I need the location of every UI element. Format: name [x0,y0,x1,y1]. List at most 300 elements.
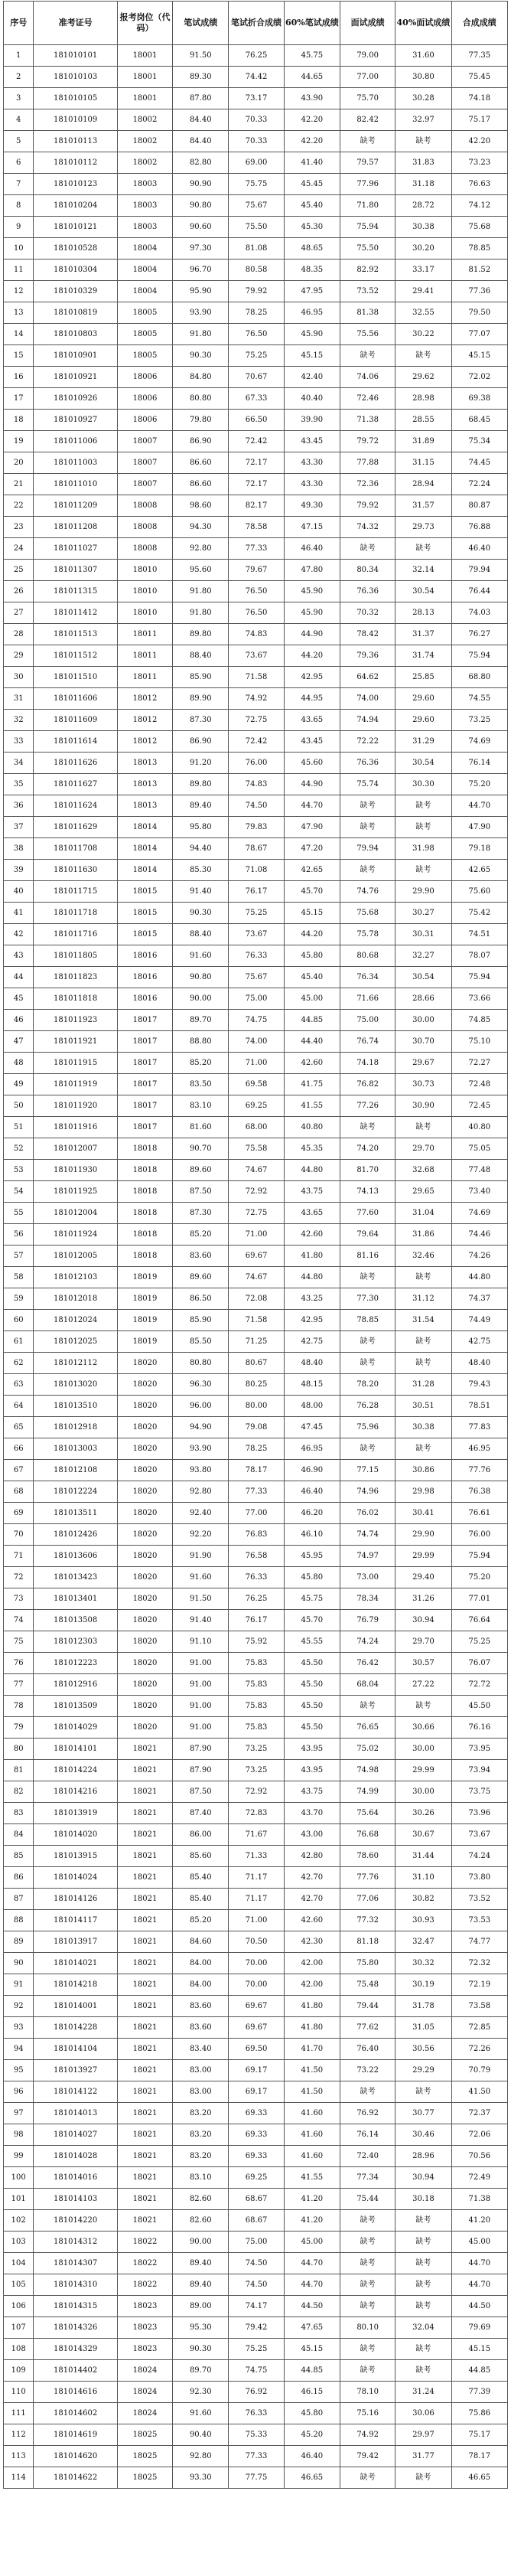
exam-ticket-number-cell: 181014027 [34,2124,117,2146]
table-row [4,1824,508,1846]
written-60-percent-cell: 44.50 [284,2296,340,2317]
written-converted-score-cell: 79.67 [229,560,284,581]
position-code-cell: 18007 [117,474,172,495]
total-score-cell: 68.80 [451,667,507,688]
interview-40-percent-cell: 31.78 [395,1996,451,2017]
interview-40-percent-cell: 30.22 [395,324,451,345]
interview-40-percent-cell: 31.24 [395,2382,451,2403]
written-converted-score-cell: 75.25 [229,345,284,367]
written-converted-score-cell: 70.50 [229,1931,284,1953]
interview-40-percent-cell: 30.20 [395,238,451,260]
serial-number-cell: 84 [4,1824,34,1846]
position-code-cell: 18021 [117,1974,172,1996]
position-code-cell: 18022 [117,2232,172,2253]
exam-ticket-number-cell: 181014104 [34,2039,117,2060]
header-total-score: 合成成绩 [451,2,507,45]
written-60-percent-cell: 43.30 [284,452,340,474]
exam-ticket-number-cell: 181010528 [34,238,117,260]
written-converted-score-cell: 70.00 [229,1953,284,1974]
table-row [4,1910,508,1931]
exam-ticket-number-cell: 181011510 [34,667,117,688]
serial-number-cell: 97 [4,2103,34,2124]
written-converted-score-cell: 72.83 [229,1803,284,1824]
serial-number-cell: 33 [4,731,34,753]
table-row [4,1546,508,1567]
serial-number-cell: 58 [4,1267,34,1288]
written-converted-score-cell: 76.33 [229,2403,284,2424]
exam-ticket-number-cell: 181012024 [34,1310,117,1331]
table-row [4,281,508,302]
table-row [4,2339,508,2360]
exam-ticket-number-cell: 181012004 [34,1203,117,1224]
interview-40-percent-cell: 30.38 [395,1417,451,1438]
interview-40-percent-cell: 29.90 [395,881,451,903]
written-score-cell: 93.90 [173,302,229,324]
serial-number-cell: 15 [4,345,34,367]
written-converted-score-cell: 70.67 [229,367,284,388]
interview-score-cell: 缺考 [340,1353,395,1374]
header-interview-40-percent: 40%面试成绩 [395,2,451,45]
table-row [4,903,508,924]
exam-ticket-number-cell: 181011627 [34,774,117,795]
exam-ticket-number-cell: 181014001 [34,1996,117,2017]
interview-40-percent-cell: 30.94 [395,2167,451,2189]
interview-score-cell: 72.22 [340,731,395,753]
written-score-cell: 90.80 [173,967,229,988]
total-score-cell: 70.79 [451,2060,507,2081]
interview-score-cell: 79.44 [340,1996,395,2017]
total-score-cell: 74.03 [451,602,507,624]
interview-40-percent-cell: 29.70 [395,1631,451,1653]
interview-40-percent-cell: 30.38 [395,217,451,238]
written-score-cell: 92.80 [173,2446,229,2467]
position-code-cell: 18024 [117,2360,172,2382]
serial-number-cell: 30 [4,667,34,688]
exam-ticket-number-cell: 181012112 [34,1353,117,1374]
position-code-cell: 18021 [117,1846,172,1867]
written-60-percent-cell: 43.75 [284,1781,340,1803]
interview-score-cell: 78.60 [340,1846,395,1867]
total-score-cell: 76.44 [451,581,507,602]
interview-40-percent-cell: 缺考 [395,345,451,367]
position-code-cell: 18008 [117,495,172,517]
table-row [4,88,508,109]
written-60-percent-cell: 43.25 [284,1288,340,1310]
interview-40-percent-cell: 29.65 [395,1181,451,1203]
total-score-cell: 73.58 [451,1996,507,2017]
written-score-cell: 90.90 [173,174,229,195]
table-row [4,602,508,624]
interview-score-cell: 76.36 [340,581,395,602]
total-score-cell: 45.50 [451,1696,507,1717]
table-row [4,688,508,710]
written-converted-score-cell: 70.33 [229,109,284,131]
total-score-cell: 75.94 [451,1546,507,1567]
written-converted-score-cell: 80.58 [229,260,284,281]
table-row [4,1246,508,1267]
written-score-cell: 91.50 [173,45,229,67]
interview-score-cell: 75.00 [340,1010,395,1031]
written-60-percent-cell: 42.80 [284,1846,340,1867]
interview-score-cell: 77.60 [340,1203,395,1224]
serial-number-cell: 104 [4,2253,34,2274]
interview-40-percent-cell: 31.54 [395,1310,451,1331]
written-score-cell: 94.90 [173,1417,229,1438]
written-score-cell: 90.70 [173,1138,229,1160]
table-body [4,45,508,2489]
total-score-cell: 69.38 [451,388,507,410]
written-60-percent-cell: 44.40 [284,1031,340,1053]
total-score-cell: 75.68 [451,217,507,238]
interview-score-cell: 缺考 [340,2339,395,2360]
position-code-cell: 18021 [117,1910,172,1931]
serial-number-cell: 21 [4,474,34,495]
table-row [4,1310,508,1331]
position-code-cell: 18010 [117,560,172,581]
written-60-percent-cell: 47.20 [284,838,340,860]
written-score-cell: 82.80 [173,152,229,174]
position-code-cell: 18015 [117,881,172,903]
written-60-percent-cell: 40.80 [284,1117,340,1138]
written-60-percent-cell: 43.00 [284,1824,340,1846]
written-converted-score-cell: 68.67 [229,2189,284,2210]
written-score-cell: 98.60 [173,495,229,517]
interview-score-cell: 缺考 [340,2253,395,2274]
written-60-percent-cell: 48.00 [284,1396,340,1417]
written-score-cell: 94.30 [173,517,229,538]
position-code-cell: 18011 [117,624,172,645]
written-score-cell: 82.60 [173,2189,229,2210]
interview-score-cell: 73.00 [340,1567,395,1588]
table-row [4,1696,508,1717]
written-score-cell: 83.10 [173,1095,229,1117]
serial-number-cell: 16 [4,367,34,388]
interview-score-cell: 80.68 [340,945,395,967]
exam-ticket-number-cell: 181011716 [34,924,117,945]
written-60-percent-cell: 45.95 [284,1546,340,1567]
serial-number-cell: 42 [4,924,34,945]
interview-score-cell: 73.52 [340,281,395,302]
position-code-cell: 18014 [117,860,172,881]
written-60-percent-cell: 46.65 [284,2467,340,2489]
written-converted-score-cell: 71.00 [229,1910,284,1931]
written-score-cell: 91.00 [173,1674,229,1696]
total-score-cell: 72.72 [451,1674,507,1696]
interview-score-cell: 76.40 [340,2039,395,2060]
written-converted-score-cell: 75.67 [229,967,284,988]
serial-number-cell: 59 [4,1288,34,1310]
total-score-cell: 79.69 [451,2317,507,2339]
interview-score-cell: 81.18 [340,1931,395,1953]
position-code-cell: 18012 [117,688,172,710]
written-score-cell: 84.60 [173,1931,229,1953]
serial-number-cell: 80 [4,1739,34,1760]
written-score-cell: 91.50 [173,1588,229,1610]
interview-40-percent-cell: 29.90 [395,1524,451,1546]
written-score-cell: 85.20 [173,1910,229,1931]
serial-number-cell: 49 [4,1074,34,1095]
exam-ticket-number-cell: 181014020 [34,1824,117,1846]
table-row [4,1117,508,1138]
total-score-cell: 74.37 [451,1288,507,1310]
serial-number-cell: 10 [4,238,34,260]
written-60-percent-cell: 42.20 [284,109,340,131]
table-row [4,195,508,217]
written-converted-score-cell: 71.17 [229,1867,284,1889]
written-converted-score-cell: 69.33 [229,2103,284,2124]
written-60-percent-cell: 43.70 [284,1803,340,1824]
written-score-cell: 80.80 [173,388,229,410]
written-converted-score-cell: 69.17 [229,2081,284,2103]
position-code-cell: 18017 [117,1010,172,1031]
interview-40-percent-cell: 28.66 [395,988,451,1010]
header-written-60-percent: 60%笔试成绩 [284,2,340,45]
written-score-cell: 89.60 [173,1160,229,1181]
written-score-cell: 85.90 [173,667,229,688]
position-code-cell: 18005 [117,302,172,324]
position-code-cell: 18017 [117,1095,172,1117]
table-row [4,710,508,731]
written-score-cell: 87.40 [173,1803,229,1824]
interview-score-cell: 79.57 [340,152,395,174]
exam-ticket-number-cell: 181011629 [34,817,117,838]
position-code-cell: 18020 [117,1567,172,1588]
table-row [4,1803,508,1824]
written-converted-score-cell: 74.83 [229,624,284,645]
written-converted-score-cell: 73.25 [229,1760,284,1781]
exam-ticket-number-cell: 181013003 [34,1438,117,1460]
written-60-percent-cell: 45.75 [284,45,340,67]
interview-score-cell: 72.46 [340,388,395,410]
total-score-cell: 75.20 [451,1567,507,1588]
interview-40-percent-cell: 缺考 [395,1267,451,1288]
written-60-percent-cell: 42.00 [284,1953,340,1974]
total-score-cell: 77.48 [451,1160,507,1181]
written-60-percent-cell: 45.50 [284,1717,340,1739]
interview-score-cell: 缺考 [340,817,395,838]
interview-score-cell: 77.06 [340,1889,395,1910]
interview-score-cell: 缺考 [340,1117,395,1138]
total-score-cell: 71.38 [451,2189,507,2210]
written-converted-score-cell: 76.25 [229,1588,284,1610]
total-score-cell: 73.66 [451,988,507,1010]
exam-ticket-number-cell: 181011715 [34,881,117,903]
written-60-percent-cell: 45.70 [284,1610,340,1631]
interview-40-percent-cell: 缺考 [395,1353,451,1374]
table-row [4,131,508,152]
total-score-cell: 74.18 [451,88,507,109]
serial-number-cell: 61 [4,1331,34,1353]
total-score-cell: 74.69 [451,731,507,753]
interview-40-percent-cell: 30.77 [395,2103,451,2124]
position-code-cell: 18020 [117,1503,172,1524]
written-score-cell: 83.20 [173,2124,229,2146]
total-score-cell: 76.16 [451,1717,507,1739]
interview-score-cell: 80.34 [340,560,395,581]
exam-ticket-number-cell: 181014224 [34,1760,117,1781]
total-score-cell: 46.65 [451,2467,507,2489]
table-row [4,1010,508,1031]
written-score-cell: 86.50 [173,1288,229,1310]
table-row [4,1396,508,1417]
position-code-cell: 18020 [117,1524,172,1546]
total-score-cell: 76.38 [451,1481,507,1503]
serial-number-cell: 114 [4,2467,34,2489]
written-60-percent-cell: 41.80 [284,2017,340,2039]
exam-ticket-number-cell: 181011513 [34,624,117,645]
position-code-cell: 18015 [117,924,172,945]
position-code-cell: 18020 [117,1696,172,1717]
exam-ticket-number-cell: 181014021 [34,1953,117,1974]
table-row [4,1503,508,1524]
serial-number-cell: 70 [4,1524,34,1546]
interview-40-percent-cell: 28.94 [395,474,451,495]
interview-score-cell: 75.56 [340,324,395,345]
serial-number-cell: 71 [4,1546,34,1567]
interview-40-percent-cell: 30.54 [395,753,451,774]
written-converted-score-cell: 66.50 [229,410,284,431]
total-score-cell: 79.43 [451,1374,507,1396]
exam-ticket-number-cell: 181010819 [34,302,117,324]
exam-ticket-number-cell: 181012025 [34,1331,117,1353]
serial-number-cell: 29 [4,645,34,667]
total-score-cell: 47.90 [451,817,507,838]
interview-40-percent-cell: 29.67 [395,1053,451,1074]
interview-40-percent-cell: 缺考 [395,2253,451,2274]
interview-score-cell: 72.36 [340,474,395,495]
written-score-cell: 91.00 [173,1696,229,1717]
position-code-cell: 18010 [117,581,172,602]
written-60-percent-cell: 45.90 [284,324,340,345]
total-score-cell: 68.45 [451,410,507,431]
written-converted-score-cell: 71.08 [229,860,284,881]
interview-score-cell: 75.94 [340,217,395,238]
interview-40-percent-cell: 29.99 [395,1546,451,1567]
exam-ticket-number-cell: 181012103 [34,1267,117,1288]
written-score-cell: 83.20 [173,2103,229,2124]
serial-number-cell: 92 [4,1996,34,2017]
serial-number-cell: 87 [4,1889,34,1910]
table-row [4,1224,508,1246]
position-code-cell: 18013 [117,753,172,774]
position-code-cell: 18024 [117,2403,172,2424]
interview-40-percent-cell: 31.05 [395,2017,451,2039]
serial-number-cell: 106 [4,2296,34,2317]
written-score-cell: 87.90 [173,1739,229,1760]
interview-score-cell: 74.99 [340,1781,395,1803]
serial-number-cell: 67 [4,1460,34,1481]
interview-40-percent-cell: 30.06 [395,2403,451,2424]
interview-score-cell: 76.28 [340,1396,395,1417]
written-score-cell: 83.50 [173,1074,229,1095]
total-score-cell: 72.27 [451,1053,507,1074]
written-60-percent-cell: 43.90 [284,88,340,109]
interview-40-percent-cell: 30.73 [395,1074,451,1095]
written-converted-score-cell: 74.50 [229,2274,284,2296]
table-row [4,774,508,795]
written-60-percent-cell: 45.00 [284,2232,340,2253]
serial-number-cell: 34 [4,753,34,774]
written-converted-score-cell: 75.50 [229,217,284,238]
table-row [4,795,508,817]
serial-number-cell: 91 [4,1974,34,1996]
written-score-cell: 89.70 [173,1010,229,1031]
total-score-cell: 76.07 [451,1653,507,1674]
written-converted-score-cell: 69.67 [229,1246,284,1267]
written-score-cell: 92.30 [173,2382,229,2403]
total-score-cell: 72.45 [451,1095,507,1117]
position-code-cell: 18008 [117,517,172,538]
written-60-percent-cell: 42.40 [284,367,340,388]
written-60-percent-cell: 46.90 [284,1460,340,1481]
exam-ticket-number-cell: 181014310 [34,2274,117,2296]
written-60-percent-cell: 45.35 [284,1138,340,1160]
interview-score-cell: 76.65 [340,1717,395,1739]
position-code-cell: 18017 [117,1117,172,1138]
total-score-cell: 74.69 [451,1203,507,1224]
exam-ticket-number-cell: 181014220 [34,2210,117,2232]
written-60-percent-cell: 43.95 [284,1739,340,1760]
total-score-cell: 74.85 [451,1010,507,1031]
table-row [4,1074,508,1095]
serial-number-cell: 95 [4,2060,34,2081]
serial-number-cell: 24 [4,538,34,560]
exam-ticket-number-cell: 181010304 [34,260,117,281]
total-score-cell: 75.60 [451,881,507,903]
interview-score-cell: 72.40 [340,2146,395,2167]
serial-number-cell: 100 [4,2167,34,2189]
interview-40-percent-cell: 缺考 [395,2296,451,2317]
serial-number-cell: 90 [4,1953,34,1974]
interview-score-cell: 81.70 [340,1160,395,1181]
interview-40-percent-cell: 32.04 [395,2317,451,2339]
table-row [4,410,508,431]
written-60-percent-cell: 43.95 [284,1760,340,1781]
written-converted-score-cell: 72.17 [229,474,284,495]
position-code-cell: 18006 [117,388,172,410]
exam-ticket-number-cell: 181014228 [34,2017,117,2039]
interview-40-percent-cell: 缺考 [395,1696,451,1717]
position-code-cell: 18006 [117,367,172,388]
written-score-cell: 93.80 [173,1460,229,1481]
interview-40-percent-cell: 缺考 [395,2339,451,2360]
written-converted-score-cell: 74.83 [229,774,284,795]
written-60-percent-cell: 44.20 [284,924,340,945]
exam-ticket-number-cell: 181011916 [34,1117,117,1138]
written-60-percent-cell: 42.70 [284,1867,340,1889]
table-row [4,1867,508,1889]
written-60-percent-cell: 43.65 [284,1203,340,1224]
total-score-cell: 46.95 [451,1438,507,1460]
exam-ticket-number-cell: 181014103 [34,2189,117,2210]
interview-40-percent-cell: 缺考 [395,538,451,560]
table-row [4,945,508,967]
total-score-cell: 72.06 [451,2124,507,2146]
serial-number-cell: 113 [4,2446,34,2467]
position-code-cell: 18023 [117,2296,172,2317]
exam-ticket-number-cell: 181013915 [34,1846,117,1867]
table-row [4,645,508,667]
table-row [4,388,508,410]
written-score-cell: 93.30 [173,2467,229,2489]
serial-number-cell: 18 [4,410,34,431]
written-score-cell: 92.80 [173,538,229,560]
interview-score-cell: 78.42 [340,624,395,645]
exam-ticket-number-cell: 181011003 [34,452,117,474]
position-code-cell: 18017 [117,1074,172,1095]
serial-number-cell: 96 [4,2081,34,2103]
written-60-percent-cell: 46.95 [284,302,340,324]
